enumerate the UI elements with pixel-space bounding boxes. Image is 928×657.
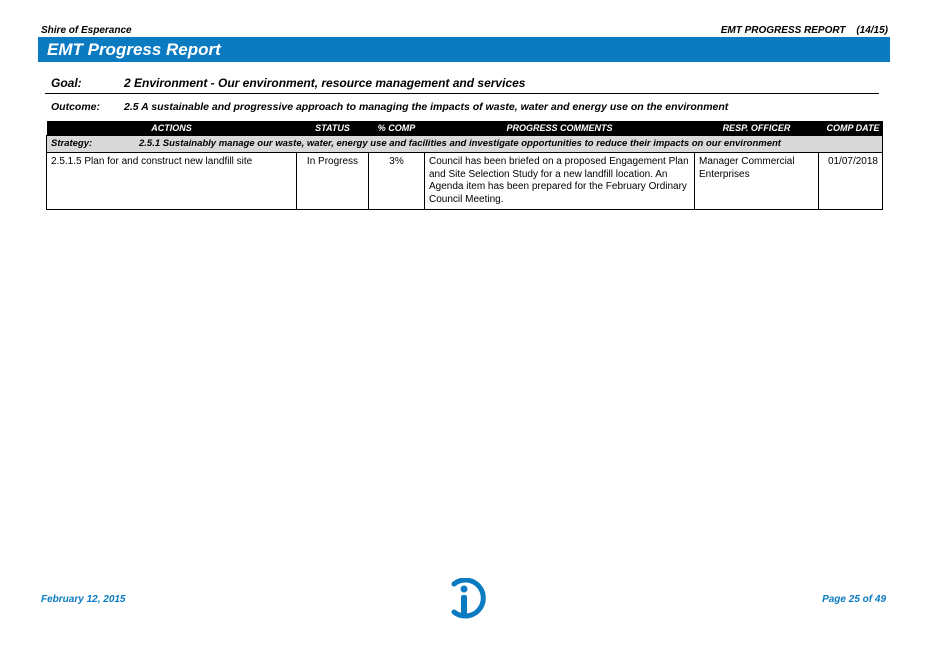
strategy-text: 2.5.1 Sustainably manage our waste, water, energy use and facilities and investigate opportunities to reduce their impacts on our environment xyxy=(139,138,781,149)
report-page-indicator: (14/15) xyxy=(856,25,888,36)
title-banner xyxy=(38,37,890,62)
action-cell: 2.5.1.5 Plan for and construct new landfill site xyxy=(47,153,297,210)
goal-divider xyxy=(45,93,879,94)
goal-label: Goal: xyxy=(51,76,82,90)
col-header-pct-comp: % COMP xyxy=(369,121,425,136)
col-header-progress-comments: PROGRESS COMMENTS xyxy=(425,121,695,136)
banner-title: EMT Progress Report xyxy=(47,40,221,59)
table-header-row xyxy=(47,121,883,136)
organisation-name: Shire of Esperance xyxy=(41,25,132,36)
col-header-status: STATUS xyxy=(297,121,369,136)
col-header-resp-officer: RESP. OFFICER xyxy=(695,121,819,136)
progress-comments-cell: Council has been briefed on a proposed Engagement Plan and Site Selection Study for a new landfill location. An Agenda item has been prepared for the February Ordinary Council Meeting. xyxy=(425,153,695,210)
strategy-row xyxy=(47,136,883,153)
col-header-actions: ACTIONS xyxy=(47,121,297,136)
status-cell: In Progress xyxy=(297,153,369,210)
table-row xyxy=(47,153,883,210)
resp-officer-cell: Manager Commercial Enterprises xyxy=(695,153,819,210)
comp-date-cell: 01/07/2018 xyxy=(819,153,883,210)
pct-comp-cell: 3% xyxy=(369,153,425,210)
actions-table xyxy=(46,121,883,210)
report-header xyxy=(721,25,888,36)
strategy-label: Strategy: xyxy=(51,138,93,149)
report-label: EMT PROGRESS REPORT xyxy=(720,25,846,36)
goal-text: 2 Environment - Our environment, resource management and services xyxy=(124,76,526,90)
outcome-label: Outcome: xyxy=(51,101,101,113)
footer-page-number: Page 25 of 49 xyxy=(822,594,886,605)
info-logo-icon xyxy=(442,578,488,620)
footer-date: February 12, 2015 xyxy=(41,594,126,605)
strategy-cell xyxy=(47,136,883,153)
col-header-comp-date: COMP DATE xyxy=(819,121,883,136)
outcome-text: 2.5 A sustainable and progressive approach to managing the impacts of waste, water and energy use on the environment xyxy=(124,101,729,113)
